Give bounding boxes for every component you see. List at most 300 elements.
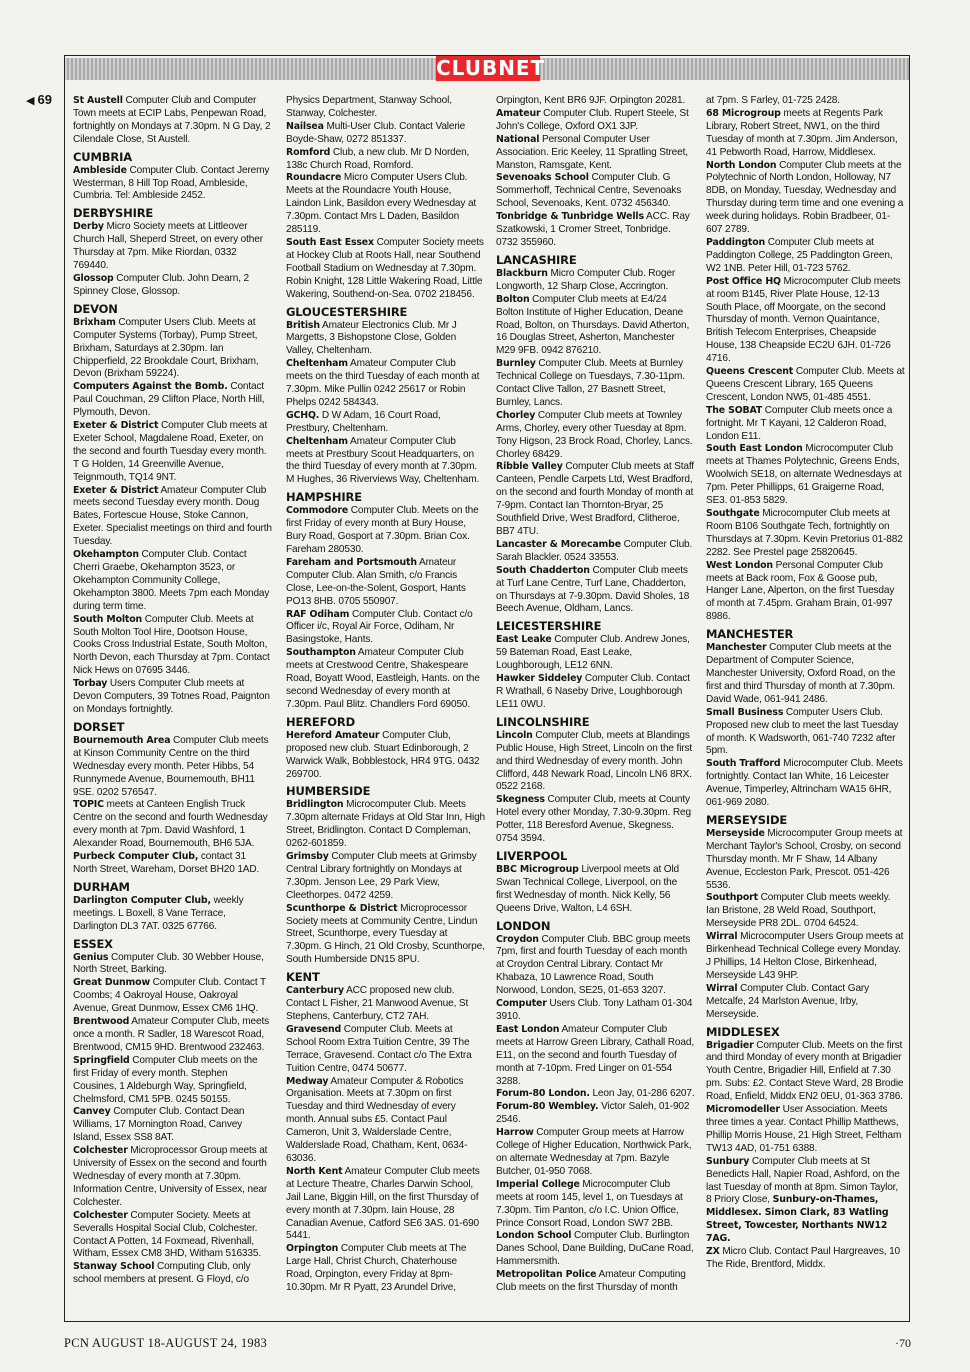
club-listing bbox=[286, 647, 485, 712]
club-listing bbox=[286, 95, 485, 121]
club-listing bbox=[496, 864, 695, 916]
club-name: Croydon bbox=[496, 933, 539, 945]
club-listing bbox=[706, 276, 905, 366]
club-details: Computer Club, proposed new club. Stuart Edinborough, 2 Warwick Walk, Bobblestock, HR4 9TG. 0432 269700. bbox=[286, 729, 480, 780]
region-heading: MERSEYSIDE bbox=[706, 812, 788, 827]
club-listing bbox=[496, 1269, 695, 1295]
club-name: ZX bbox=[706, 1246, 720, 1258]
club-details: Computer Club meets once a fortnight. Mr T Kayani, 12 Calderon Road, London E11. bbox=[706, 404, 893, 442]
club-listing bbox=[73, 1261, 272, 1287]
club-listing bbox=[496, 1101, 695, 1127]
club-name: Brixham bbox=[73, 316, 116, 328]
club-details: meets at Canteen English Truck Centre on the second and fourth Wednesday every month at 7pm. David Washford, 1 Alexander Road, Bournemouth, BH6 5JA. bbox=[73, 799, 268, 850]
club-listing bbox=[496, 294, 695, 359]
club-listing bbox=[496, 565, 695, 617]
club-name: Micromodeller bbox=[706, 1104, 780, 1116]
club-listing bbox=[496, 1024, 695, 1089]
club-name: Southgate bbox=[706, 508, 760, 519]
club-name: Sunbury-on-Thames, Middlesex. Simon Clark, 83 Watling Street, Towcester, Northants NW12 7AG. bbox=[706, 1194, 889, 1245]
club-listing bbox=[706, 1156, 905, 1246]
club-details: Computer Club meets at the Polytechnic of North London, Holloway, N7 8DB, on Monday, Tuesday, Wednesday and Thursday during term time and one evening a week during holidays. Robin Bradbeer, 01-607 2789. bbox=[706, 159, 904, 236]
club-details: Computer Society meets at Hockey Club at Roots Hall, near Southend Football Stadium on Wednesday at 7.30pm. Robin Knight, 128 Little Wakering Road, Little Wakering, Southend-on-Sea. 0702 218456. bbox=[286, 236, 484, 300]
club-details: Micro Club. Contact Paul Hargreaves, 10 The Ride, Brentford, Middx. bbox=[706, 1246, 900, 1270]
club-details: Liverpool meets at Old Swan Technical College, Liverpool, on the first Wednesday of month. Nick Kelly, 56 Queens Drive, Walton, L4 6SH. bbox=[496, 863, 680, 914]
club-name: South Chadderton bbox=[496, 564, 590, 576]
club-listing bbox=[286, 1076, 485, 1166]
club-listing bbox=[73, 851, 272, 877]
club-details: Computer Club. Contact Cherri Graebe, Okehampton 3523, or Okehampton Community College, Okehampton 3800. Meets 7pm each Monday during term time. bbox=[73, 549, 270, 612]
club-details: Computer Club. G Sommerhoff, Technical Centre, Sevenoaks School, Sevenoaks, Kent. 0732 456340. bbox=[496, 172, 682, 210]
club-listing bbox=[73, 678, 272, 717]
club-details: Microcomputer Club meets at Thames Polytechnic, Greens Ends, Woolwich SE18, on alternate Wednesdays at 7pm. Peter Phillipps, 61 Graigerne Road, SE3. 01-853 5829. bbox=[706, 443, 902, 507]
club-details: Computer Club. Contact T Coombs; 4 Oakroyal House, Oakroyal Avenue, Great Dunmow, Essex CM6 1HQ. bbox=[73, 977, 266, 1015]
club-details: Amateur Computer & Robotics Organisation. Meets at 7.30pm on first Tuesday and third Wednesday of every month. Annual subs £5. Contact Paul Cameron, Unit 3, Walderslade Centre, Walderslade Road, Chatham, Kent, 0634-63036. bbox=[286, 1075, 468, 1164]
club-details: D W Adam, 16 Court Road, Prestbury, Cheltenham. bbox=[286, 409, 441, 434]
club-details: Personal Computer User Association. Eric Keeley, 11 Spratling Street, Manston, Ramsgate, Kent. bbox=[496, 133, 688, 171]
club-name: East Leake bbox=[496, 634, 552, 646]
club-details: Computer Society. Meets at Severalls Hospital Social Club, Colchester. Contact A Potten, 14 Foxmead, Rivenhall, Witham, Essex CM8 3HD, Witham 516335. bbox=[73, 1209, 261, 1260]
club-details: Computer Club. Rupert Steele, St John's College, Oxford OX1 3JP. bbox=[496, 107, 689, 132]
club-name: South Molton bbox=[73, 613, 143, 625]
club-name: Genius bbox=[73, 951, 109, 963]
club-details: Users Club. Tony Latham 01-304 3910. bbox=[496, 998, 693, 1022]
club-listing bbox=[706, 560, 905, 625]
club-name: Commodore bbox=[286, 505, 349, 517]
club-name: Brigadier bbox=[706, 1039, 754, 1051]
club-details: Amateur Computer Club meets second Tuesday every month. Doug Bates, Fortescue House, Stoke Cannon, Exeter. Specialist meetings on third and fourth Tuesday. bbox=[73, 484, 272, 548]
club-details: Computer Club meets at the Department of Computer Science, Manchester University, Oxford Road, on the first and third Thursday of month at 7.30pm. David Wade, 061-941 2486. bbox=[706, 642, 896, 705]
region-heading: DERBYSHIRE bbox=[73, 206, 154, 221]
club-listing bbox=[496, 1127, 695, 1179]
region-heading: GLOUCESTERSHIRE bbox=[286, 304, 408, 319]
club-name: Glossop bbox=[73, 272, 114, 284]
club-name: Exeter & District bbox=[73, 484, 159, 496]
club-listing bbox=[706, 1104, 905, 1156]
club-listing bbox=[496, 730, 695, 795]
club-listing bbox=[73, 485, 272, 550]
club-listing bbox=[706, 95, 905, 108]
region-heading: DURHAM bbox=[73, 879, 130, 894]
club-listing bbox=[73, 1016, 272, 1055]
club-name: GCHQ. bbox=[286, 409, 320, 421]
club-listing bbox=[286, 1024, 485, 1076]
club-details: meets at Regents Park Library, Robert Street, NW1, on the third Tuesday of month at 7.30pm. Jim Anderson, 41 Pebworth Road, Harrow, Middlesex. bbox=[706, 107, 898, 158]
club-listing bbox=[73, 549, 272, 614]
club-name: British bbox=[286, 319, 320, 331]
club-listing bbox=[706, 931, 905, 983]
club-details: Computer Club meets at Grimsby Central Library fortnightly on Mondays at 7.30pm. Jenson Lee, 29 Park View, Cleethorpes. 0472 4259. bbox=[286, 851, 477, 901]
club-details: Computer Club. BBC group meets 7pm, first and fourth Tuesday of each month at Croydon Central Library. Contact Mr Khabaza, 10 Lawrence Road, South Norwood, London, SE25, 01-653 3207. bbox=[496, 933, 691, 997]
club-listing bbox=[706, 707, 905, 759]
club-listing bbox=[496, 673, 695, 712]
club-details: contact 31 North Street, Wareham, Dorset BH20 1AD. bbox=[73, 851, 260, 875]
region-heading: LEICESTERSHIRE bbox=[496, 619, 602, 634]
club-details: Amateur Computer Club meets at Lecture Theatre, Charles Darwin School, Jail Lane, Biggin Hill, on the first Thursday of every month at 7.30pm. Iain House, 28 Canadian Avenue, Catford SE6 3AS. 01-690 5441. bbox=[286, 1165, 480, 1242]
club-name: Bournemouth Area bbox=[73, 734, 171, 746]
club-name: St Austell bbox=[73, 95, 123, 106]
club-listing bbox=[286, 147, 485, 173]
column-4 bbox=[706, 95, 905, 1320]
club-name: Wirral bbox=[706, 931, 738, 943]
club-details: Computer Club. Meets at Queens Crescent Library, 165 Queens Crescent, London NW5, 01-485 4551. bbox=[706, 366, 905, 403]
club-details: Amateur Computer Club meets at Crestwood Centre, Shakespeare Road, Boyatt Wood, Eastleigh, Hants. on the second Wednesday of every month at 7.30pm. Paul Blitz. Chandlers Ford 69050. bbox=[286, 647, 480, 710]
club-name: Lancaster & Morecambe bbox=[496, 538, 621, 550]
club-listing bbox=[706, 892, 905, 931]
club-name: Nailsea bbox=[286, 120, 324, 132]
club-listing bbox=[286, 172, 485, 237]
club-listing bbox=[496, 1088, 695, 1101]
club-details: Computer Club meets on the first Friday of every month. Stephen Cousines, 1 Aldeburgh Way, Springfield, Chelmsford, CM1 5PB. 0245 50155. bbox=[73, 1054, 258, 1105]
club-listing bbox=[706, 983, 905, 1022]
club-details: Microcomputer Club meets at Room B106 Southgate Tech, fortnightly on Thursdays at 7.30pm. Kevin Pretorius 01-882 2282. See Prestel page 25820645. bbox=[706, 508, 903, 558]
club-details: Amateur Computer Club. Alan Smith, c/o Francis Close, Lee-on-the-Solent, Gosport, Hants PO13 8HB. 0705 550907. bbox=[286, 556, 466, 607]
club-details: Microcomputer Club. Meets fortnightly. Contact Ian White, 16 Leicester Avenue, Timperley, Altrincham WA15 6HR, 061-969 2080. bbox=[706, 758, 903, 809]
club-name: Computers Against the Bomb. bbox=[73, 381, 228, 393]
club-name: Forum-80 Wembley. bbox=[496, 1101, 599, 1113]
club-listing bbox=[286, 851, 485, 903]
club-listing bbox=[73, 273, 272, 299]
club-listing bbox=[706, 237, 905, 276]
club-details: Microprocessor Society meets at Community Centre, Lindun Street, Scunthorpe, every Tuesday at 7.30pm. G Hinch, 21 Old Crosby, Scunthorpe, South Humberside DN15 8PU. bbox=[286, 902, 485, 966]
club-name: BBC Microgroup bbox=[496, 863, 579, 875]
club-name: Forum-80 London. bbox=[496, 1088, 590, 1100]
club-details: Computer Club. Contact R Wrathall, 6 Naseby Drive, Loughborough LE11 0WU. bbox=[496, 673, 690, 710]
club-name: Cheltenham bbox=[286, 358, 348, 370]
column-2 bbox=[286, 95, 485, 1320]
club-listing bbox=[286, 985, 485, 1024]
region-heading: HAMPSHIRE bbox=[286, 490, 362, 505]
club-name: National bbox=[496, 133, 540, 145]
club-details: Computer Group meets at Harrow College of Higher Education, Northwick Park, on alternate Wednesday at 7pm. Bazyle Butcher, 01-950 7068. bbox=[496, 1127, 692, 1177]
club-listing bbox=[73, 1210, 272, 1262]
club-name: Southport bbox=[706, 892, 758, 904]
club-name: 68 Microgroup bbox=[706, 107, 781, 119]
club-listing bbox=[286, 609, 485, 648]
club-details: Computer Club meets weekly. Ian Bristone, 28 Weld Road, Southport, Merseyside PR8 2DL. 0704 64524. bbox=[706, 892, 891, 930]
club-name: Tonbridge & Tunbridge Wells bbox=[496, 211, 644, 223]
region-heading: LONDON bbox=[496, 918, 551, 933]
club-name: Colchester bbox=[73, 1209, 128, 1221]
club-details: Computer Club. Meets at School Room Extra Tuition Centre, 39 The Terrace, Gravesend. Contact c/o The Extra Tuition Centre, 0474 50677. bbox=[286, 1023, 472, 1074]
club-listing bbox=[286, 557, 485, 609]
club-name: Harrow bbox=[496, 1127, 534, 1139]
club-details: Computer Users Club. Proposed new club to meet the last Tuesday of month. K Wadsworth, 061-740 7232 after 5pm. bbox=[706, 706, 899, 757]
club-details: Computer Club. Contact c/o Officer i/c, Royal Air Force, Odiham, Nr Basingstoke, Hants. bbox=[286, 608, 473, 646]
club-details: Computer Club. Sarah Blackler. 0524 33553. bbox=[496, 538, 693, 563]
club-listing bbox=[496, 461, 695, 538]
club-details: Personal Computer Club meets at Back room, Fox & Goose pub, Hanger Lane, Alperton, on the first Tuesday of month at 7.45pm. Graham Brain, 01-997 8986. bbox=[706, 559, 895, 623]
club-listing bbox=[286, 436, 485, 488]
club-listing bbox=[73, 95, 272, 147]
club-details: Computer Club. John Dearn, 2 Spinney Close, Glossop. bbox=[73, 272, 249, 297]
club-name: TOPIC bbox=[73, 799, 104, 811]
club-details: Computing Club, only school members at present. G Floyd, c/o bbox=[73, 1261, 251, 1286]
club-details: Computer Club and Computer Town meets at ECIP Labs, Penpewan Road, fortnightly on Mondays at 7.30pm. N G Day, 2 Cilendale Close, St Austell. bbox=[73, 95, 271, 145]
club-name: London School bbox=[496, 1230, 572, 1242]
column-3 bbox=[496, 95, 695, 1320]
prev-page-marker[interactable] bbox=[26, 92, 52, 107]
club-name: Sevenoaks School bbox=[496, 172, 589, 184]
club-listing bbox=[496, 539, 695, 565]
club-details: Computer Club, meets at County Hotel every other Monday, 7.30-9.30pm. Reg Potter, 118 Beresford Avenue, Skegness. 0754 3594. bbox=[496, 794, 691, 845]
club-listing bbox=[73, 1055, 272, 1107]
club-details: Micro Computer Club. Roger Longworth, 12 Sharp Close, Accrington. bbox=[496, 267, 676, 292]
club-name: Southampton bbox=[286, 647, 356, 659]
club-name: Paddington bbox=[706, 236, 766, 248]
club-listing bbox=[73, 221, 272, 273]
club-details: at 7pm. S Farley, 01-725 2428. bbox=[706, 95, 840, 106]
club-listing bbox=[73, 952, 272, 978]
club-listing bbox=[706, 108, 905, 160]
club-details: Computer Club. Meets at Burnley Technical College on Tuesdays, 7.30-11pm. Contact Clive Tallon, 27 Basnett Street, Burnley, Lancs. bbox=[496, 358, 685, 408]
club-listing bbox=[73, 317, 272, 382]
club-name: Okehampton bbox=[73, 549, 139, 561]
club-listing bbox=[496, 108, 695, 134]
column-1 bbox=[73, 95, 272, 1320]
club-details: Computer Club meets at E4/24 Bolton Institute of Higher Education, Deane Road, Bolton, on Thursdays. David Atherton, 16 Douglas Street, Asherton, Manchester M29 9FB. 0942 876210. bbox=[496, 293, 690, 357]
club-listing bbox=[496, 410, 695, 462]
club-listing bbox=[496, 1179, 695, 1231]
club-name: Blackburn bbox=[496, 267, 548, 279]
region-heading: LIVERPOOL bbox=[496, 848, 568, 863]
club-details: Microcomputer Users Group meets at Birkenhead Technical College every Monday. J Phillips, 14 Helton Close, Birkenhead, Merseyside L43 9HP. bbox=[706, 931, 904, 981]
club-name: Great Dunmow bbox=[73, 977, 150, 989]
club-name: Burnley bbox=[496, 358, 536, 370]
club-details: Computer Club meets at Paddington College, 25 Paddington Green, W2 1NB. Peter Hill, 01-723 5762. bbox=[706, 236, 893, 274]
club-listing bbox=[496, 1230, 695, 1269]
club-listing bbox=[286, 121, 485, 147]
club-listing bbox=[706, 160, 905, 237]
club-name: Wirral bbox=[706, 982, 738, 994]
club-listing bbox=[286, 799, 485, 851]
club-name: Merseyside bbox=[706, 827, 765, 839]
club-listing bbox=[496, 268, 695, 294]
club-name: Bolton bbox=[496, 293, 530, 305]
club-listing bbox=[73, 614, 272, 679]
club-details: Microcomputer Club meets at room B145, River Plate House, 12-13 South Place, off Moorgate, on the second Thursday of month. Vernon Quaintance, British Telecom Enterprises, Cheapside House, 138 Cheapside EC2U 6JH. 01-726 4716. bbox=[706, 275, 901, 365]
club-details: Computer Club. Meets at South Molton Tool Hire, Dootson House, Cooks Cross Industrial Estate, South Molton, North Devon, each Thursday at 7pm. Contact Nick Hews on 07695 3446. bbox=[73, 613, 270, 677]
club-details: Computer Club meets at Townley Arms, Chorley, every other Tuesday at 8pm. Tony Higson, 23 Brock Road, Chorley, Lancs. Chorley 68429. bbox=[496, 409, 693, 460]
club-listing bbox=[496, 211, 695, 250]
club-details: Amateur Computer Club, meets once a month. R Sadler, 18 Warescot Road, Brentwood, CM15 9HD. Brentwood 232463. bbox=[73, 1016, 270, 1053]
club-name: East London bbox=[496, 1023, 560, 1035]
club-listing bbox=[706, 642, 905, 707]
club-name: Canterbury bbox=[286, 985, 344, 997]
club-name: Cheltenham bbox=[286, 435, 348, 447]
club-name: Hereford Amateur bbox=[286, 729, 380, 741]
club-name: Romford bbox=[286, 146, 331, 158]
triangle-left-icon: ◀ bbox=[26, 95, 35, 107]
club-name: South East London bbox=[706, 443, 803, 455]
club-name: North London bbox=[706, 159, 777, 171]
club-name: South East Essex bbox=[286, 236, 374, 248]
club-listing bbox=[73, 420, 272, 485]
club-name: Purbeck Computer Club, bbox=[73, 851, 199, 863]
club-details: Micro Computer Users Club. Meets at the Roundacre Youth House, Laindon Link, Basildon every Wednesday at 7.30pm. Contact Mrs L Daden, Basildon 285119. bbox=[286, 172, 477, 236]
club-listing bbox=[706, 405, 905, 444]
club-name: Metropolitan Police bbox=[496, 1269, 597, 1281]
club-details: Computer Club meets at Kinson Community Centre on the third Wednesday every month. Peter Hibbs, 54 Runnymede Avenue, Bournemouth, BH11 9SE. 0202 576547. bbox=[73, 734, 269, 798]
club-details: Computer Club. Andrew Jones, 59 Bateman Road, East Leake, Loughborough, LE12 6NN. bbox=[496, 634, 690, 672]
region-heading: HUMBERSIDE bbox=[286, 784, 371, 799]
club-name: Canvey bbox=[73, 1106, 111, 1118]
club-name: Post Office HQ bbox=[706, 275, 781, 287]
club-listing bbox=[706, 828, 905, 893]
region-heading: MANCHESTER bbox=[706, 627, 794, 642]
club-listing bbox=[286, 410, 485, 436]
club-listing bbox=[706, 443, 905, 508]
region-heading: LANCASHIRE bbox=[496, 252, 577, 267]
club-name: Medway bbox=[286, 1075, 329, 1087]
club-listing bbox=[286, 505, 485, 557]
region-heading: ESSEX bbox=[73, 936, 113, 951]
club-listing bbox=[286, 1166, 485, 1243]
club-listing bbox=[286, 1243, 485, 1295]
club-name: Brentwood bbox=[73, 1016, 130, 1028]
club-details: Microprocessor Group meets at University of Essex on the second and fourth Wednesday of every month at 7.30pm. Information Centre, University of Essex, near Colchester. bbox=[73, 1145, 268, 1208]
club-details: weekly meetings. L Boxell, 8 Vane Terrace, Darlington DL3 7AT. 0325 67766. bbox=[73, 894, 244, 932]
clubnet-banner: CLUBNET bbox=[436, 56, 546, 80]
region-heading: MIDDLESEX bbox=[706, 1024, 780, 1039]
club-details: Computer Club. Contact Dean Williams, 17 Mornington Road, Canvey Island, Essex SS8 8AT. bbox=[73, 1106, 245, 1144]
club-listing bbox=[496, 794, 695, 846]
club-details: Microcomputer Club meets at room 145, level 1, on Tuesdays at 7.30pm. Tim Panton, c/o I.C. Union Office, Prince Consort Road, London SW7 2BB. bbox=[496, 1178, 683, 1229]
club-name: Hawker Siddeley bbox=[496, 673, 583, 685]
club-details: Contact Paul Couchman, 29 Clifton Place, North Hill, Plymouth, Devon. bbox=[73, 381, 265, 419]
club-name: Derby bbox=[73, 221, 104, 233]
club-name: West London bbox=[706, 559, 773, 571]
club-listing bbox=[286, 903, 485, 968]
club-listing bbox=[706, 758, 905, 810]
club-name: Chorley bbox=[496, 409, 536, 421]
club-details: Orpington, Kent BR6 9JF. Orpington 20281. bbox=[496, 95, 686, 106]
club-name: Stanway School bbox=[73, 1261, 155, 1273]
footer-page-number: ·70 bbox=[895, 1336, 911, 1350]
club-listing bbox=[496, 95, 695, 108]
club-listing bbox=[706, 1040, 905, 1105]
region-heading: LINCOLNSHIRE bbox=[496, 714, 590, 729]
club-details: ACC. Ray Szatkowski, 1 Cromer Street, Tonbridge. 0732 355960. bbox=[496, 211, 690, 248]
club-details: Amateur Electronics Club. Mr J Margetts, 3 Bishopstone Close, Golden Valley, Cheltenham. bbox=[286, 319, 457, 357]
club-name: Springfield bbox=[73, 1054, 130, 1066]
club-details: Leon Jay, 01-286 6207. bbox=[592, 1088, 695, 1100]
club-details: Microcomputer Group meets at Merchant Taylor's School, Crosby, on second Thursday month. Mr F Shaw, 14 Albany Avenue, Eccleston Park, Prescot. 051-426 5536. bbox=[706, 827, 903, 891]
club-listing bbox=[286, 237, 485, 302]
club-name: Exeter & District bbox=[73, 420, 159, 432]
club-details: Club, a new club. Mr D Norden, 138c Church Road, Romford. bbox=[286, 146, 470, 171]
club-listing bbox=[73, 1145, 272, 1210]
club-name: Manchester bbox=[706, 642, 767, 654]
club-listing bbox=[73, 895, 272, 934]
region-heading: CUMBRIA bbox=[73, 149, 132, 164]
prev-page-number: 69 bbox=[37, 92, 52, 107]
region-heading: DEVON bbox=[73, 301, 118, 316]
club-listing bbox=[73, 1106, 272, 1145]
club-name: Grimsby bbox=[286, 851, 329, 863]
club-details: Microcomputer Club. Meets 7.30pm alternate Fridays at Old Star Inn, High Street, Bridlington. Contact D Compleman, 0262-601859. bbox=[286, 799, 485, 850]
club-name: Gravesend bbox=[286, 1023, 342, 1035]
club-listing bbox=[496, 634, 695, 673]
club-details: Amateur Computer Club meets at Harrow Green Library, Cathall Road, E11, on the second and fourth Tuesday of month at 7-10pm. Fred Linger on 01-554 3288. bbox=[496, 1023, 694, 1087]
footer-publication: PCN AUGUST 18-AUGUST 24, 1983 bbox=[64, 1336, 268, 1350]
club-listing bbox=[496, 998, 695, 1024]
club-listing bbox=[73, 735, 272, 800]
club-details: Physics Department, Stanway School, Stanway, Colchester. bbox=[286, 95, 452, 119]
club-listing bbox=[496, 358, 695, 410]
club-name: RAF Odiham bbox=[286, 608, 350, 620]
club-name: Darlington Computer Club, bbox=[73, 894, 211, 906]
club-name: Ribble Valley bbox=[496, 461, 563, 473]
club-name: Imperial College bbox=[496, 1178, 580, 1190]
club-name: Lincoln bbox=[496, 729, 533, 741]
club-details: Computer Club meets at The Large Hall, Christ Church, Chaterhouse Road, Orpington, every Friday at 8pm-10.30pm. Mr R Pyatt, 23 Arundel Drive, bbox=[286, 1243, 467, 1294]
club-listing bbox=[706, 1246, 905, 1272]
club-details: Computer Club. Contact Gary Metcalfe, 24 Marlston Avenue, Irby, Merseyside. bbox=[706, 982, 870, 1020]
club-listing bbox=[73, 381, 272, 420]
club-listing bbox=[496, 172, 695, 211]
club-details: Computer Club meets at Staff Canteen, Pendle Carpets Ltd, West Bradford, on the second and fourth Monday of month at 7-9pm. Contact Ian Thornton-Bryar, 25 Southfield Drive, West Bradford, Clitheroe, BB7 4TU. bbox=[496, 461, 694, 537]
club-name: Small Business bbox=[706, 706, 784, 718]
club-name: Roundacre bbox=[286, 172, 342, 184]
club-listing bbox=[286, 320, 485, 359]
club-details: Computer Club. Meets on the first Friday of every month at Bury House, Bury Road, Gosport at 7.30pm. Brian Cox. Fareham 280530. bbox=[286, 505, 479, 555]
club-listing bbox=[496, 134, 695, 173]
club-details: Computer Club. Burlington Danes School, Dane Building, DuCane Road, Hammersmith. bbox=[496, 1230, 694, 1268]
club-name: Computer bbox=[496, 998, 547, 1010]
club-name: Queens Crescent bbox=[706, 366, 794, 378]
club-name: The SOBAT bbox=[706, 404, 763, 416]
club-details: Computer Club. Contact Jeremy Westerman, 8 Hill Top Road, Ambleside, Cumbria. Tel: Ambleside 2452. bbox=[73, 164, 270, 202]
club-name: Scunthorpe & District bbox=[286, 902, 398, 914]
club-details: ACC proposed new club. Contact L Fisher, 21 Manwood Avenue, St Stephens, Canterbury, CT2 7AH. bbox=[286, 985, 469, 1022]
club-name: Amateur bbox=[496, 107, 541, 119]
club-details: Computer Club meets at Exeter School, Magdalene Road, Exeter, on the second and fourth Tuesday every month. T G Holden, 14 Greenville Avenue, Teignmouth, TQ14 9NT. bbox=[73, 420, 268, 483]
club-details: Computer Club, meets at Blandings Public House, High Street, Lincoln on the first and third Wednesday of every month. John Clifford, 448 Newark Road, Lincoln LN6 8RX. 0522 2168. bbox=[496, 729, 693, 793]
club-details: User Association. Meets three times a year. Contact Phillip Matthews, Phillip Morris House, 21 High Street, Feltham TW13 4AD, 01-751 6388. bbox=[706, 1104, 902, 1154]
club-listing bbox=[706, 508, 905, 560]
club-details: Amateur Computer Club meets at Prestbury Scout Headquarters, on the third Tuesday of every month at 7.30pm. M Hughes, 36 Riverviews Way, Cheltenham. bbox=[286, 435, 480, 486]
club-details: Users Computer Club meets at Devon Computers, 39 Totnes Road, Paignton on Mondays fortnightly. bbox=[73, 678, 270, 715]
club-name: Sunbury bbox=[706, 1155, 750, 1167]
club-details: Computer Club meets at Turf Lane Centre, Turf Lane, Chadderton, on Thursdays at 7-9.30pm. David Sholes, 18 Beech Avenue, Oldham, Lancs. bbox=[496, 564, 690, 615]
club-name: Fareham and Portsmouth bbox=[286, 556, 417, 568]
club-name: North Kent bbox=[286, 1165, 343, 1177]
club-name: Skegness bbox=[496, 794, 545, 806]
club-name: Ambleside bbox=[73, 164, 127, 176]
club-listing bbox=[73, 977, 272, 1016]
region-heading: KENT bbox=[286, 970, 320, 985]
club-details: Computer Users Club. Meets at Computer Systems (Torbay), Pump Street, Brixham, Saturdays at 2.30pm. Ian Chipperfield, 22 Brookdale Court, Brixham, Devon (Brixham 59224). bbox=[73, 316, 259, 380]
club-details: Computer Club. 30 Webber House, North Street, Barking. bbox=[73, 951, 264, 976]
club-name: Orpington bbox=[286, 1243, 339, 1255]
club-details: Computer Club meets at St Benedicts Hall, Napier Road, Ashford, on the last Tuesday of month at 8pm. Simon Taylor, 8 Priory Close, bbox=[706, 1155, 900, 1206]
club-listing bbox=[706, 366, 905, 405]
club-name: Torbay bbox=[73, 678, 108, 690]
club-details: Computer Club. Meets on the first and third Monday of every month at Brigadier Youth Centre, Brigadier Hill, Enfield at 7.30 pm. Subs: £2. Contact Steve Ward, 28 Brodie Road, Enfield, Middx EN2 0EU, 01-363 3786. bbox=[706, 1039, 904, 1103]
club-name: Colchester bbox=[73, 1145, 128, 1157]
club-listing bbox=[286, 730, 485, 782]
club-listing bbox=[286, 358, 485, 410]
club-details: Victor Saleh, 01-902 2546. bbox=[496, 1101, 690, 1126]
club-details: Amateur Computing Club meets on the first Thursday of month bbox=[496, 1269, 686, 1294]
region-heading: HEREFORD bbox=[286, 714, 356, 729]
club-listing bbox=[73, 165, 272, 204]
region-heading: DORSET bbox=[73, 719, 125, 734]
club-name: Bridlington bbox=[286, 799, 344, 811]
club-name: South Trafford bbox=[706, 758, 781, 770]
club-listing bbox=[73, 799, 272, 851]
club-details: Multi-User Club. Contact Valerie Boyde-Shaw, 0272 851337. bbox=[286, 120, 466, 145]
